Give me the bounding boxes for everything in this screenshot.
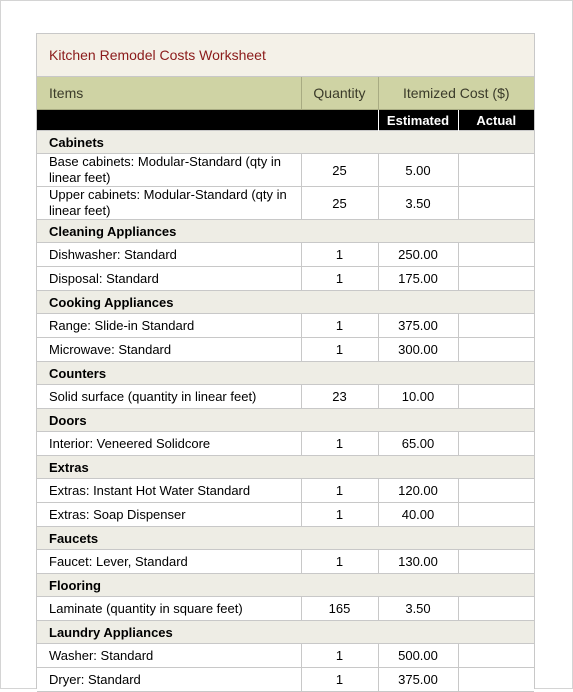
- actual-cost-cell[interactable]: [458, 314, 534, 338]
- estimated-cost-cell[interactable]: 130.00: [378, 550, 458, 574]
- estimated-cost-cell[interactable]: 3.50: [378, 187, 458, 220]
- worksheet-title: Kitchen Remodel Costs Worksheet: [49, 47, 266, 63]
- quantity-cell[interactable]: 1: [301, 550, 378, 574]
- table-row: [37, 550, 534, 574]
- actual-cost-cell[interactable]: [458, 550, 534, 574]
- quantity-cell[interactable]: 1: [301, 267, 378, 291]
- item-name-cell: Extras: Soap Dispenser: [37, 503, 301, 527]
- table-row: [37, 154, 534, 187]
- estimated-cost-cell[interactable]: 375.00: [378, 314, 458, 338]
- quantity-cell[interactable]: 1: [301, 432, 378, 456]
- actual-cost-cell[interactable]: [458, 668, 534, 692]
- itemized-cost-header: Itemized Cost ($): [378, 77, 534, 110]
- quantity-cell[interactable]: 23: [301, 385, 378, 409]
- estimated-cost-cell[interactable]: 10.00: [378, 385, 458, 409]
- item-name-cell: Extras: Instant Hot Water Standard: [37, 479, 301, 503]
- actual-cost-cell[interactable]: [458, 243, 534, 267]
- item-name-cell: Base cabinets: Modular-Standard (qty in linear feet): [37, 154, 301, 187]
- table-row: [37, 314, 534, 338]
- quantity-cell[interactable]: 1: [301, 644, 378, 668]
- category-row: [37, 527, 534, 550]
- table-row: [37, 338, 534, 362]
- estimated-cost-cell[interactable]: 300.00: [378, 338, 458, 362]
- estimated-cost-cell[interactable]: 175.00: [378, 267, 458, 291]
- actual-cost-cell[interactable]: [458, 479, 534, 503]
- category-label: Doors: [37, 409, 534, 432]
- item-name-cell: Washer: Standard: [37, 644, 301, 668]
- item-name-cell: Disposal: Standard: [37, 267, 301, 291]
- cost-table: [37, 77, 534, 692]
- category-row: [37, 409, 534, 432]
- table-row: [37, 597, 534, 621]
- subheader-spacer: [37, 110, 301, 131]
- category-label: Cooking Appliances: [37, 291, 534, 314]
- actual-cost-cell[interactable]: [458, 385, 534, 409]
- actual-cost-cell[interactable]: [458, 154, 534, 187]
- item-name-cell: Faucet: Lever, Standard: [37, 550, 301, 574]
- estimated-cost-cell[interactable]: 65.00: [378, 432, 458, 456]
- estimated-cost-cell[interactable]: 250.00: [378, 243, 458, 267]
- item-name-cell: Laminate (quantity in square feet): [37, 597, 301, 621]
- category-label: Cleaning Appliances: [37, 220, 534, 243]
- estimated-cost-cell[interactable]: 120.00: [378, 479, 458, 503]
- header-row: [37, 77, 534, 110]
- quantity-cell[interactable]: 1: [301, 503, 378, 527]
- actual-header: Actual: [458, 110, 534, 131]
- category-label: Cabinets: [37, 131, 534, 154]
- category-label: Extras: [37, 456, 534, 479]
- quantity-cell[interactable]: 1: [301, 479, 378, 503]
- item-name-cell: Upper cabinets: Modular-Standard (qty in linear feet): [37, 187, 301, 220]
- quantity-cell[interactable]: 165: [301, 597, 378, 621]
- quantity-cell[interactable]: 25: [301, 154, 378, 187]
- item-name-cell: Dryer: Standard: [37, 668, 301, 692]
- actual-cost-cell[interactable]: [458, 338, 534, 362]
- table-row: [37, 432, 534, 456]
- category-label: Laundry Appliances: [37, 621, 534, 644]
- item-name-cell: Microwave: Standard: [37, 338, 301, 362]
- category-row: [37, 291, 534, 314]
- quantity-header: Quantity: [301, 77, 378, 110]
- subheader-spacer: [301, 110, 378, 131]
- items-header: Items: [37, 77, 301, 110]
- table-row: [37, 479, 534, 503]
- table-row: [37, 503, 534, 527]
- category-row: [37, 220, 534, 243]
- estimated-cost-cell[interactable]: 3.50: [378, 597, 458, 621]
- estimated-cost-cell[interactable]: 500.00: [378, 644, 458, 668]
- estimated-cost-cell[interactable]: 40.00: [378, 503, 458, 527]
- estimated-cost-cell[interactable]: 5.00: [378, 154, 458, 187]
- quantity-cell[interactable]: 1: [301, 668, 378, 692]
- table-row: [37, 267, 534, 291]
- item-name-cell: Interior: Veneered Solidcore: [37, 432, 301, 456]
- category-row: [37, 456, 534, 479]
- table-row: [37, 243, 534, 267]
- subheader-row: [37, 110, 534, 131]
- estimated-header: Estimated: [378, 110, 458, 131]
- category-label: Faucets: [37, 527, 534, 550]
- category-row: [37, 131, 534, 154]
- estimated-cost-cell[interactable]: 375.00: [378, 668, 458, 692]
- category-row: [37, 362, 534, 385]
- category-label: Counters: [37, 362, 534, 385]
- category-row: [37, 621, 534, 644]
- title-bar: [37, 34, 534, 77]
- table-body: [37, 131, 534, 692]
- quantity-cell[interactable]: 1: [301, 338, 378, 362]
- actual-cost-cell[interactable]: [458, 267, 534, 291]
- item-name-cell: Range: Slide-in Standard: [37, 314, 301, 338]
- table-row: [37, 385, 534, 409]
- quantity-cell[interactable]: 25: [301, 187, 378, 220]
- table-row: [37, 668, 534, 692]
- actual-cost-cell[interactable]: [458, 503, 534, 527]
- item-name-cell: Dishwasher: Standard: [37, 243, 301, 267]
- actual-cost-cell[interactable]: [458, 432, 534, 456]
- actual-cost-cell[interactable]: [458, 644, 534, 668]
- table-row: [37, 187, 534, 220]
- worksheet: [36, 33, 535, 689]
- category-label: Flooring: [37, 574, 534, 597]
- item-name-cell: Solid surface (quantity in linear feet): [37, 385, 301, 409]
- quantity-cell[interactable]: 1: [301, 314, 378, 338]
- table-row: [37, 644, 534, 668]
- actual-cost-cell[interactable]: [458, 187, 534, 220]
- category-row: [37, 574, 534, 597]
- quantity-cell[interactable]: 1: [301, 243, 378, 267]
- actual-cost-cell[interactable]: [458, 597, 534, 621]
